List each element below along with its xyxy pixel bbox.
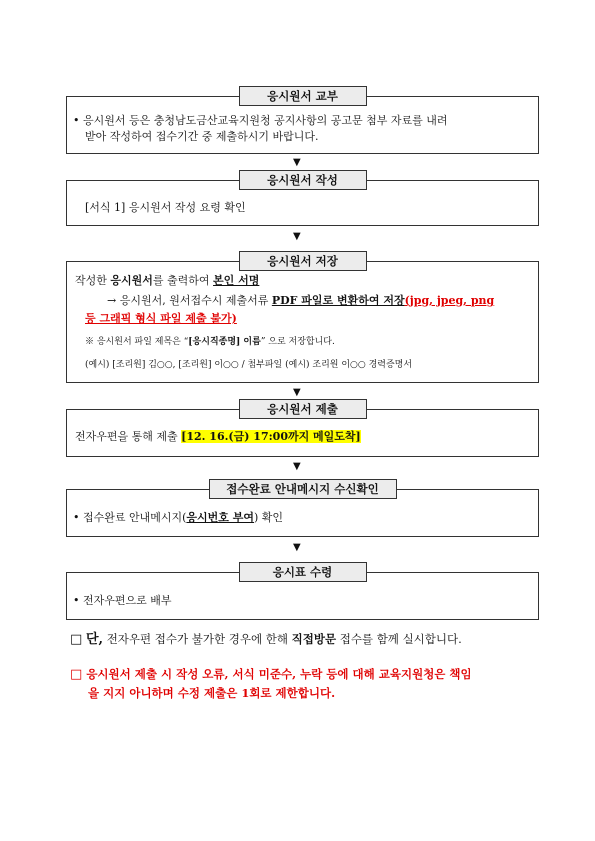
step-label: 접수완료 안내메시지 수신확인 [209, 479, 397, 499]
down-arrow-icon: ▼ [293, 231, 301, 242]
down-arrow-icon: ▼ [293, 387, 301, 398]
step-label: 응시표 수령 [239, 562, 367, 582]
note-responsibility-cont: 을 지지 아니하며 수정 제출은 1회로 제한합니다. [88, 686, 336, 700]
step-text: 전자우편을 통해 제출 [12. 16.(금) 17:00까지 메일도착] [75, 430, 361, 443]
down-arrow-icon: ▼ [293, 461, 301, 472]
step-box-issue [66, 89, 539, 154]
step-label: 응시원서 저장 [239, 251, 367, 271]
down-arrow-icon: ▼ [293, 542, 301, 553]
note-direct-visit: □ 단, 전자우편 접수가 불가한 경우에 한해 직접방문 접수를 함께 실시합니다. [70, 632, 462, 647]
step-box-submit [66, 402, 539, 457]
checkbox-square-icon: □ [70, 632, 83, 647]
step-example: (예시) [조리원] 김○○, [조리원] 이○○ / 첨부파일 (예시) 조리원 이○○ 경력증명서 [85, 360, 413, 370]
step-text: • 접수완료 안내메시지(응시번호 부여) 확인 [73, 511, 284, 524]
step-text: • 전자우편으로 배부 [73, 594, 172, 607]
checkbox-square-icon: □ [70, 667, 83, 682]
step-box-write [66, 173, 539, 226]
step-box-save [66, 254, 539, 383]
step-box-ticket [66, 565, 539, 620]
step-label: 응시원서 작성 [239, 170, 367, 190]
step-text: → 응시원서, 원서접수시 제출서류 PDF 파일로 변환하여 저장(jpg, jpeg, png [107, 294, 495, 307]
step-text: 받아 작성하여 접수기간 중 제출하시기 바랍니다. [85, 130, 319, 143]
step-box-confirm [66, 482, 539, 537]
note-responsibility: □ 응시원서 제출 시 작성 오류, 서식 미준수, 누락 등에 대해 교육지원청은 책임 [70, 667, 472, 682]
step-note: ※ 응시원서 파일 제목은 “[응시직종명] 이름” 으로 저장합니다. [85, 337, 335, 347]
step-text: 등 그래픽 형식 파일 제출 불가) [85, 312, 237, 325]
down-arrow-icon: ▼ [293, 157, 301, 168]
step-label: 응시원서 제출 [239, 399, 367, 419]
step-label: 응시원서 교부 [239, 86, 367, 106]
step-text: • 응시원서 등은 충청남도금산교육지원청 공지사항의 공고문 첨부 자료를 내려 [73, 114, 448, 127]
step-text: 작성한 응시원서를 출력하여 본인 서명 [75, 274, 260, 287]
step-text: [서식 1] 응시원서 작성 요령 확인 [85, 201, 246, 214]
